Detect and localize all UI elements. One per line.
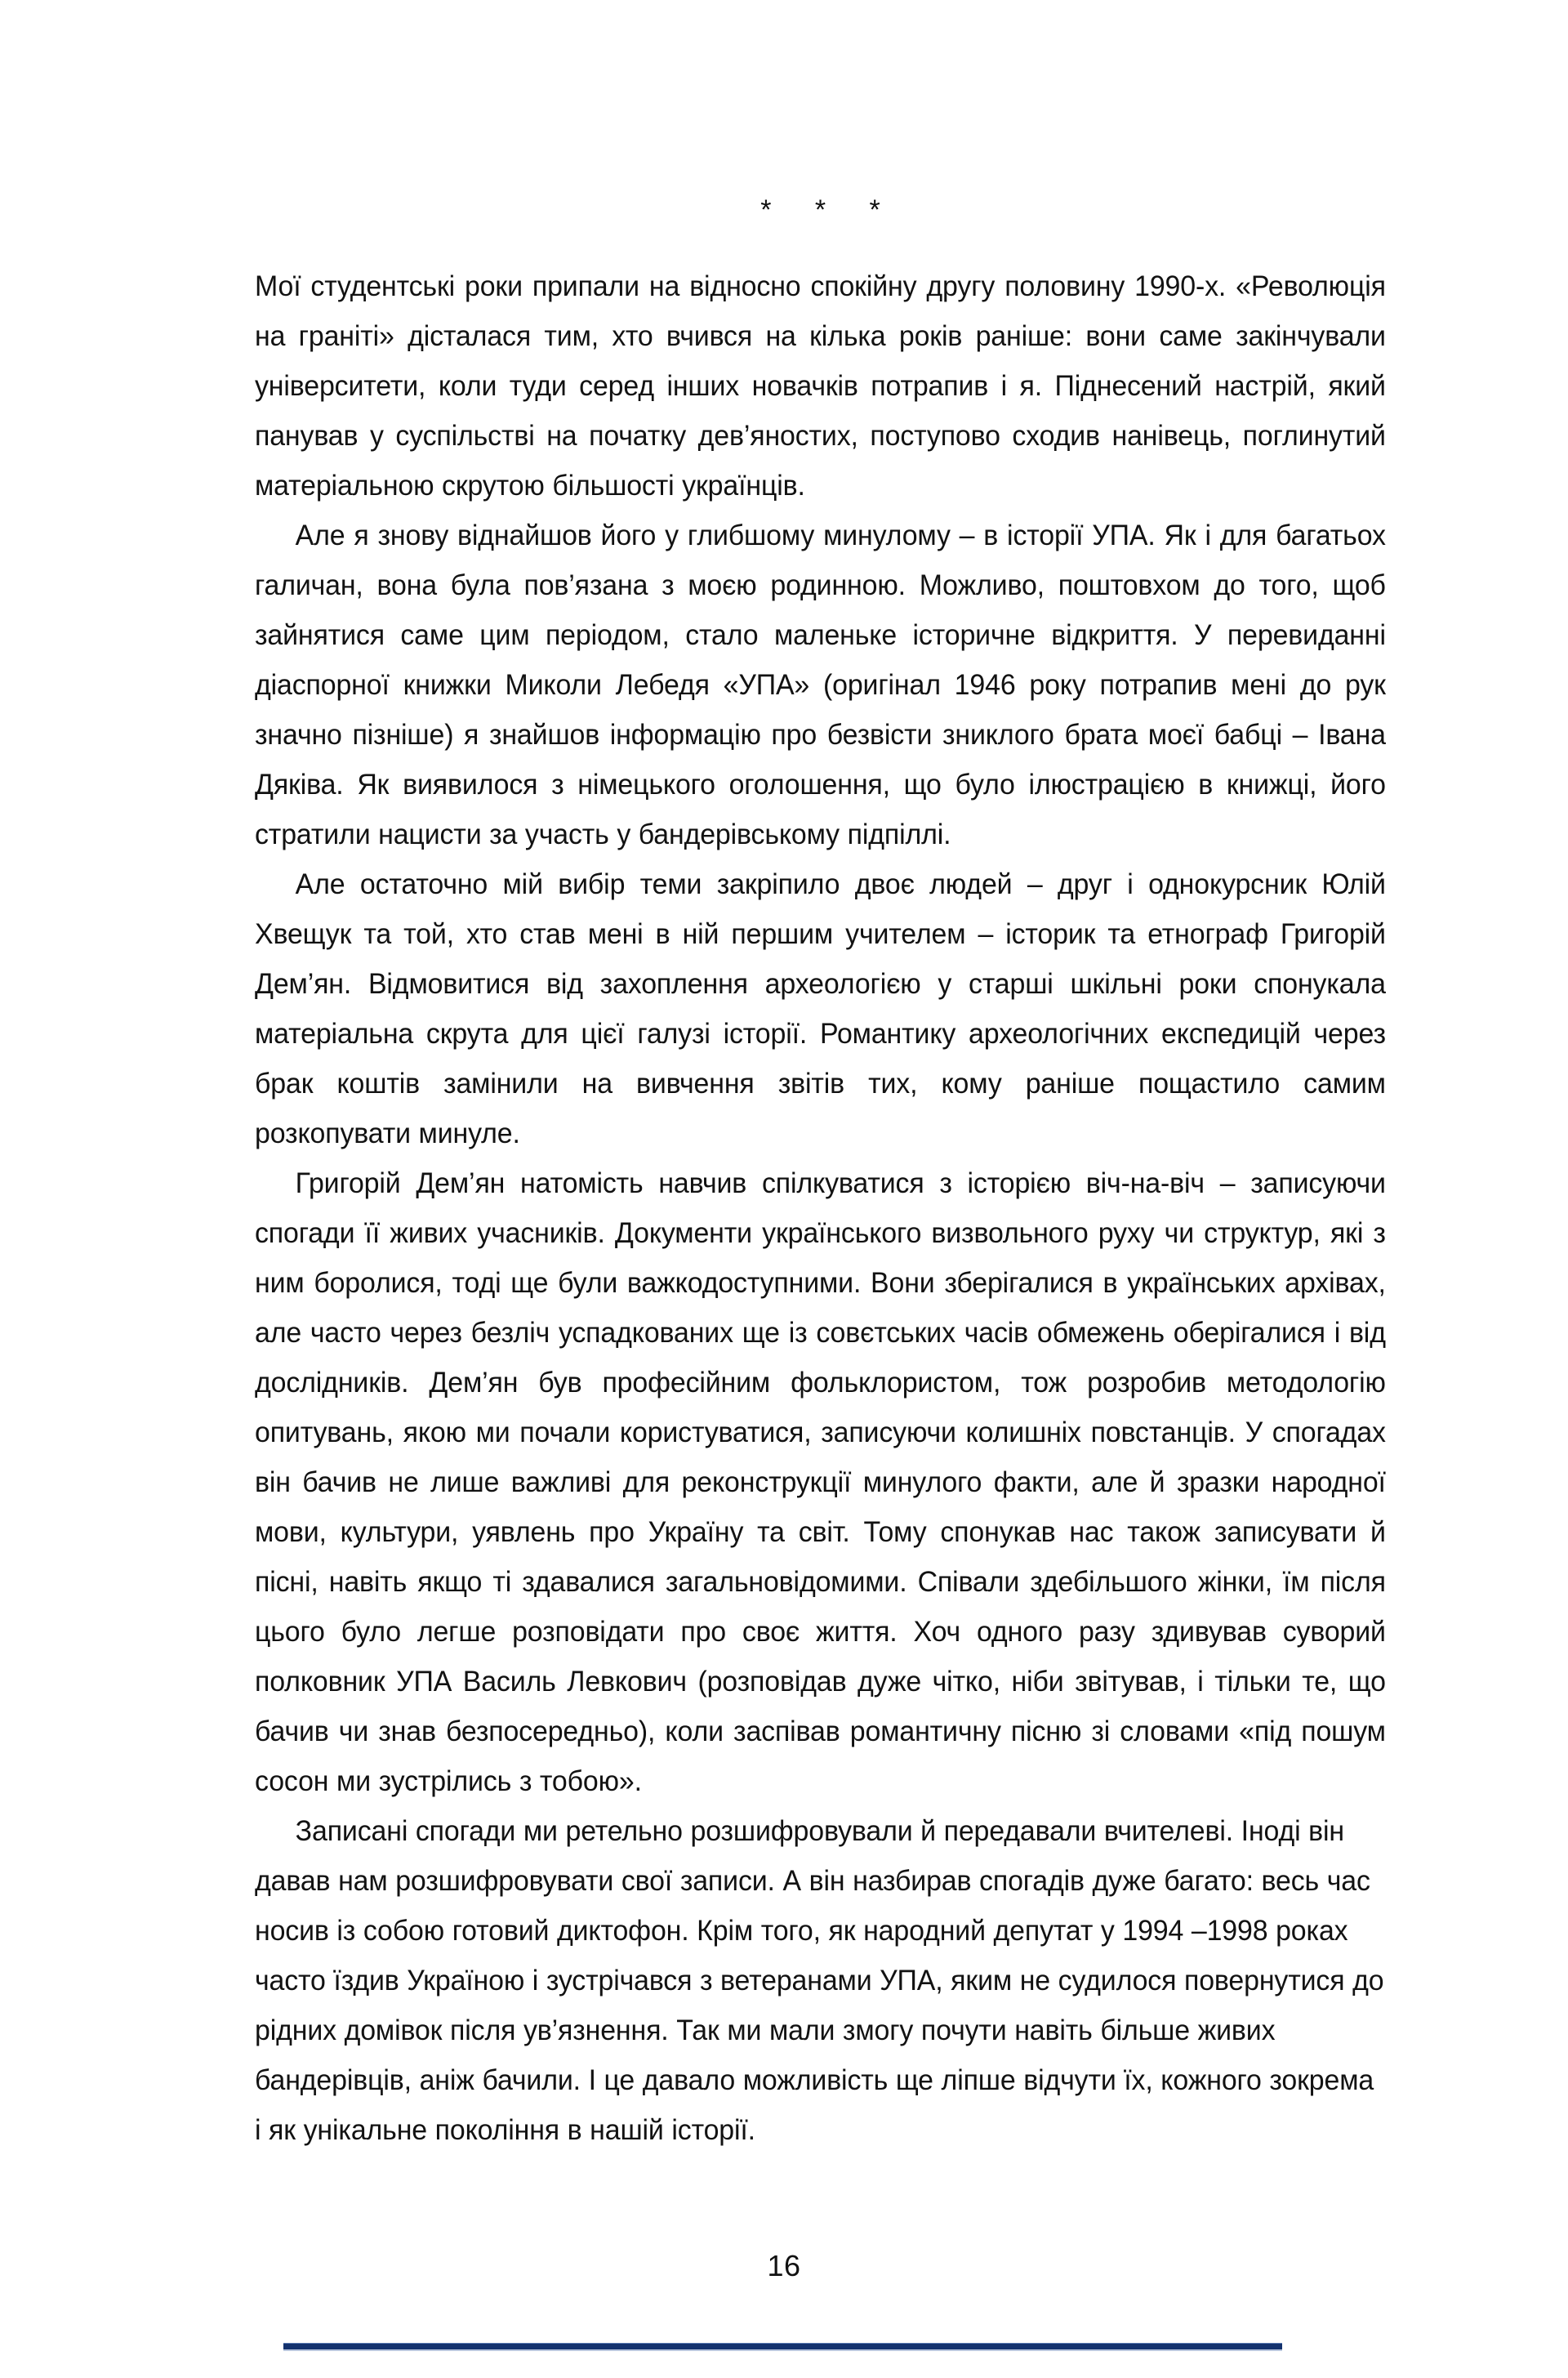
page-number: 16 [767, 2249, 801, 2282]
paragraph-1: Мої студентські роки припали на відносно спокійну другу половину 1990-х. «Революція на граніті» дісталася тим, хто вчився на кілька років раніше: вони саме закінчували університети, коли туди серед інших новачків потрапив і я. Піднесений настрій, який панував у суспільстві на початку дев’яностих, поступово сходив нанівець, поглинутий матеріальною скрутою більшості українців. [255, 270, 1386, 502]
paragraph-2: Але я знову віднайшов його у глибшому минулому – в історії УПА. Як і для багатьох галичан, вона була пов’язана з моєю родинною. Можливо, поштовхом до того, щоб зайнятися саме цим періодом, стало маленьке історичне відкриття. У перевиданні діаспорної книжки Миколи Лебедя «УПА» (оригінал 1946 року потрапив мені до рук значно пізніше) я знайшов інформацію про безвісти зниклого брата моєї бабці – Івана Дяківа. Як виявилося з німецького оголошення, що було ілюстрацією в книжці, його стратили нацисти за участь у бандерівському підпіллі. [255, 519, 1386, 850]
text-column [255, 196, 1386, 2155]
paragraph-5: Записані спогади ми ретельно розшифровували й передавали вчителеві. Іноді він давав нам розшифровувати свої записи. А він назбирав спогадів дуже багато: весь час носив із собою готовий диктофон. Крім того, як народний депутат у 1994 –1998 роках часто їздив Україною і зустрічався з ветеранами УПА, яким не судилося повернутися до рідних домівок після ув’язнення. Так ми мали змогу почути навіть більше живих бандерівців, аніж бачили. І це давало можливість ще ліпше відчути їх, кожного зокрема і як унікальне покоління в нашій історії. [255, 1814, 1384, 2146]
rule-shadow [283, 2349, 1282, 2351]
body-text [255, 261, 1386, 2155]
rule-core [283, 2344, 1282, 2349]
paragraph-4: Григорій Дем’ян натомість навчив спілкуватися з історією віч-на-віч – записуючи спогади її живих учасників. Документи українського визвольного руху чи структур, які з ним боролися, тоді ще були важкодоступними. Вони зберігалися в українських архівах, але часто через безліч успадкованих ще із совєтських часів обмежень оберігалися і від дослідників. Дем’ян був професійним фольклористом, тож розробив методологію опитувань, якою ми почали користуватися, записуючи колишніх повстанців. У спогадах він бачив не лише важливі для реконструкції минулого факти, але й зразки народної мови, культури, уявлень про Україну та світ. Тому спонукав нас також записувати й пісні, навіть якщо ті здавалися загальновідомими. Співали здебільшого жінки, їм після цього було легше розповідати про своє життя. Хоч одного разу здивував суворий полковник УПА Василь Левкович (розповідав дуже чітко, ніби звітував, і тільки те, що бачив чи знав безпосередньо), коли заспівав романтичну пісню зі словами «під пошум сосон ми зустрілись з тобою». [255, 1167, 1386, 1797]
paragraph-3: Але остаточно мій вибір теми закріпило двоє людей – друг і однокурсник Юлій Хвещук та той, хто став мені в ній першим учителем – історик та етнограф Григорій Дем’ян. Відмовитися від захоплення археологією у старші шкільні роки спонукала матеріальна скрута для цієї галузі історії. Романтику археологічних експедицій через брак коштів замінили на вивчення звітів тих, кому раніше пощастило самим розкопувати минуле. [255, 868, 1386, 1149]
section-break-asterisks: * * * [760, 194, 898, 225]
bottom-decorative-rule [283, 2343, 1282, 2350]
